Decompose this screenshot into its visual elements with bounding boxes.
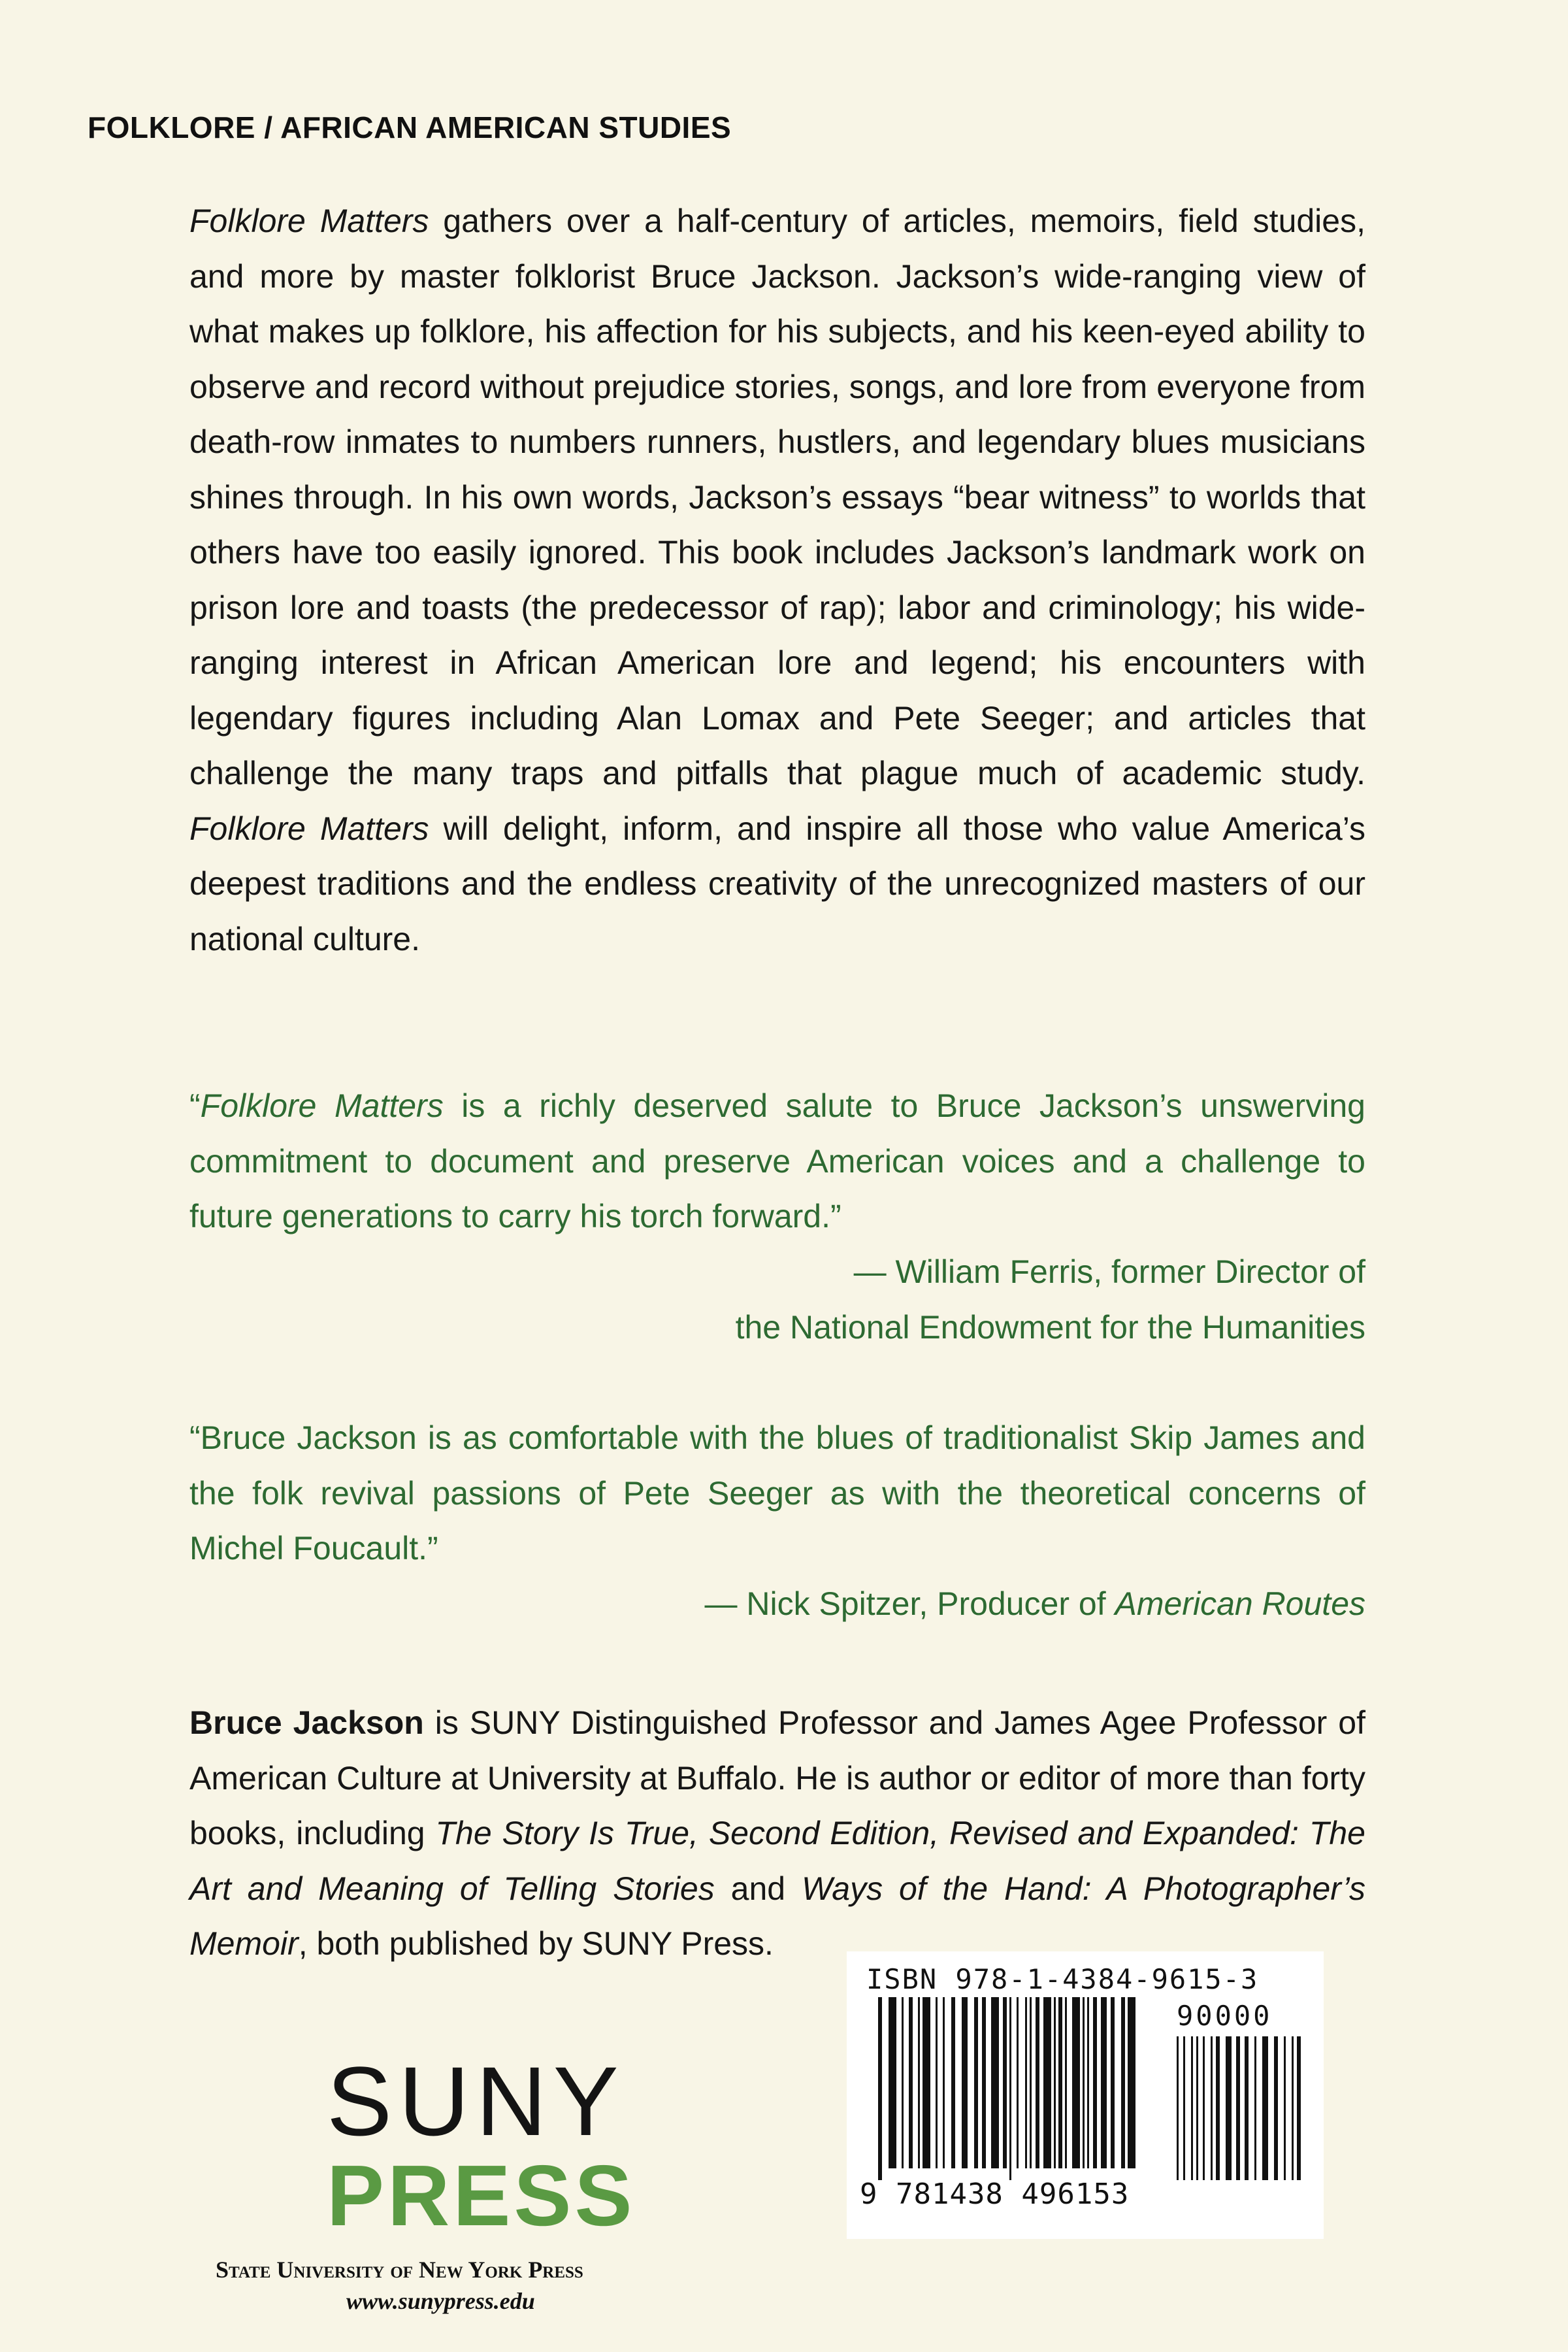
quote-open-mark: “ — [189, 1087, 201, 1124]
barcode-bar — [1087, 1997, 1089, 2168]
barcode-bar — [1017, 1997, 1019, 2168]
barcode-bar — [1245, 2036, 1249, 2180]
isbn-barcode — [847, 1951, 1324, 2239]
barcode-bar — [1191, 2036, 1193, 2180]
quote-text: is a richly deserved salute to Bruce Jackson’s unswerving commitment to document and preserve American voices and a challenge to future generations to carry his torch forward.” — [189, 1087, 1365, 1234]
barcode-bar — [909, 1997, 913, 2168]
description-text-2: will delight, inform, and inspire all those who value America’s deepest traditions and the endless creativity of the unrecognized masters of our national culture. — [189, 810, 1365, 957]
barcode-bar — [1025, 1997, 1027, 2168]
logo-press-text: PRESS — [327, 2147, 636, 2244]
barcode-bar — [1128, 1997, 1135, 2168]
bio-text: is SUNY Distinguished Professor and James Agee Professor of American Culture at University at Buffalo. He is author or editor of more than forty books, including — [189, 1704, 1365, 1851]
barcode-bar — [1072, 1997, 1080, 2168]
barcode-bar — [1216, 2036, 1220, 2180]
category-label: FOLKLORE / AFRICAN AMERICAN STUDIES — [88, 110, 732, 144]
barcode-bar — [1177, 2036, 1179, 2180]
publisher-url: www.sunypress.edu — [346, 2288, 535, 2314]
barcode-bar — [936, 1997, 938, 2168]
barcode-bar — [1121, 1997, 1125, 2168]
barcode-bar — [991, 1997, 999, 2168]
attribution-text: — Nick Spitzer, Producer of — [704, 1585, 1115, 1622]
attribution-line: — William Ferris, former Director of — [853, 1253, 1365, 1290]
quote-text: “Bruce Jackson is as comfortable with the blues of traditionalist Skip James and the folk revival passions of Pete Seeger as with the theoretical concerns of Michel Foucault.” — [189, 1419, 1365, 1566]
quote-title-italic: Folklore Matters — [200, 1087, 444, 1124]
quote-attribution-2 — [189, 1576, 1365, 1632]
barcode-bar — [1236, 2036, 1240, 2180]
ean-digits: 9 781438 496153 — [860, 2178, 1130, 2211]
barcode-bar — [902, 1997, 904, 2168]
barcode-bar — [1043, 1997, 1051, 2168]
isbn-label: ISBN 978-1-4384-9615-3 — [866, 1963, 1259, 1995]
book-title-italic-2: Folklore Matters — [189, 810, 429, 847]
barcode-bar — [1054, 1997, 1056, 2168]
logo-suny-text: SUNY — [327, 2046, 625, 2156]
barcode-bar — [1297, 2036, 1301, 2180]
barcode-bar — [1254, 2036, 1256, 2180]
barcode-bar — [943, 1997, 945, 2168]
barcode-bar — [1111, 1997, 1115, 2168]
barcode-bar — [1065, 1997, 1067, 2168]
bio-text: , both published by SUNY Press. — [298, 1925, 774, 1962]
barcode-bar — [1093, 1997, 1097, 2168]
author-bio — [189, 1695, 1365, 1972]
barcode-bar — [889, 1997, 896, 2168]
barcode-bar — [1083, 1997, 1085, 2168]
barcode-bar — [1003, 1997, 1007, 2168]
barcode-bar — [1183, 2036, 1185, 2180]
barcode-bar — [878, 1997, 882, 2180]
barcode-bar — [982, 1997, 986, 2168]
barcode-bar — [1203, 2036, 1205, 2180]
attribution-line: the National Endowment for the Humanities — [735, 1308, 1365, 1346]
barcode-bar — [923, 1997, 930, 2168]
barcode-bar — [1262, 2036, 1268, 2180]
barcode-bar — [1284, 2036, 1286, 2180]
bio-text: and — [714, 1870, 802, 1907]
barcode-bar — [1211, 2036, 1213, 2180]
barcode-bar — [974, 1997, 978, 2168]
endorsement-quote-2 — [189, 1410, 1365, 1576]
suny-press-logo — [216, 2046, 686, 2315]
author-name: Bruce Jackson — [189, 1704, 424, 1741]
barcode-bar — [1274, 2036, 1278, 2180]
price-addon-code: 90000 — [1177, 2000, 1273, 2032]
book-description — [189, 193, 1365, 967]
barcode-bar — [1226, 2036, 1232, 2180]
barcode-bar — [1292, 2036, 1294, 2180]
barcode-bar — [962, 1997, 968, 2168]
book-title-italic: The Story Is True, Second Edition, Revised and Expanded: The Art and Meaning of Telling Stories — [189, 1815, 1365, 1907]
publisher-full-name: State University of New York Press — [216, 2257, 583, 2283]
barcode-bar — [918, 1997, 920, 2168]
barcode-bar — [951, 1997, 955, 2168]
show-title-italic: American Routes — [1115, 1585, 1365, 1622]
barcode-bar — [1036, 1997, 1039, 2168]
barcode-bar — [1030, 1997, 1032, 2168]
barcode-bar — [1196, 2036, 1198, 2180]
book-title-italic: Ways of the Hand: A Photographer’s Memoir — [189, 1870, 1365, 1962]
barcode-bar — [1009, 1997, 1011, 2180]
description-text-1: gathers over a half-century of articles, memoirs, field studies, and more by master folklorist Bruce Jackson. Jackson’s wide-ranging view of what makes up folklore, his affection for his subjects, and his keen-eyed ability to observe and record without prejudice stories, songs, and lore from everyone from death-row inmates to numbers runners, hustlers, and legendary blues musicians shines through. In his own words, Jackson’s essays “bear witness” to worlds that others have too easily ignored. This book includes Jackson’s landmark work on prison lore and toasts (the predecessor of rap); labor and criminology; his wide-ranging interest in African American lore and legend; his encounters with legendary figures including Alan Lomax and Pete Seeger; and articles that challenge the many traps and pitfalls that plague much of academic study. — [189, 203, 1365, 791]
book-title-italic: Folklore Matters — [189, 203, 429, 239]
barcode-bar — [1101, 1997, 1107, 2168]
barcode-bar — [1058, 1997, 1062, 2168]
quote-attribution-1 — [189, 1244, 1365, 1355]
endorsement-quote-1 — [189, 1078, 1365, 1244]
